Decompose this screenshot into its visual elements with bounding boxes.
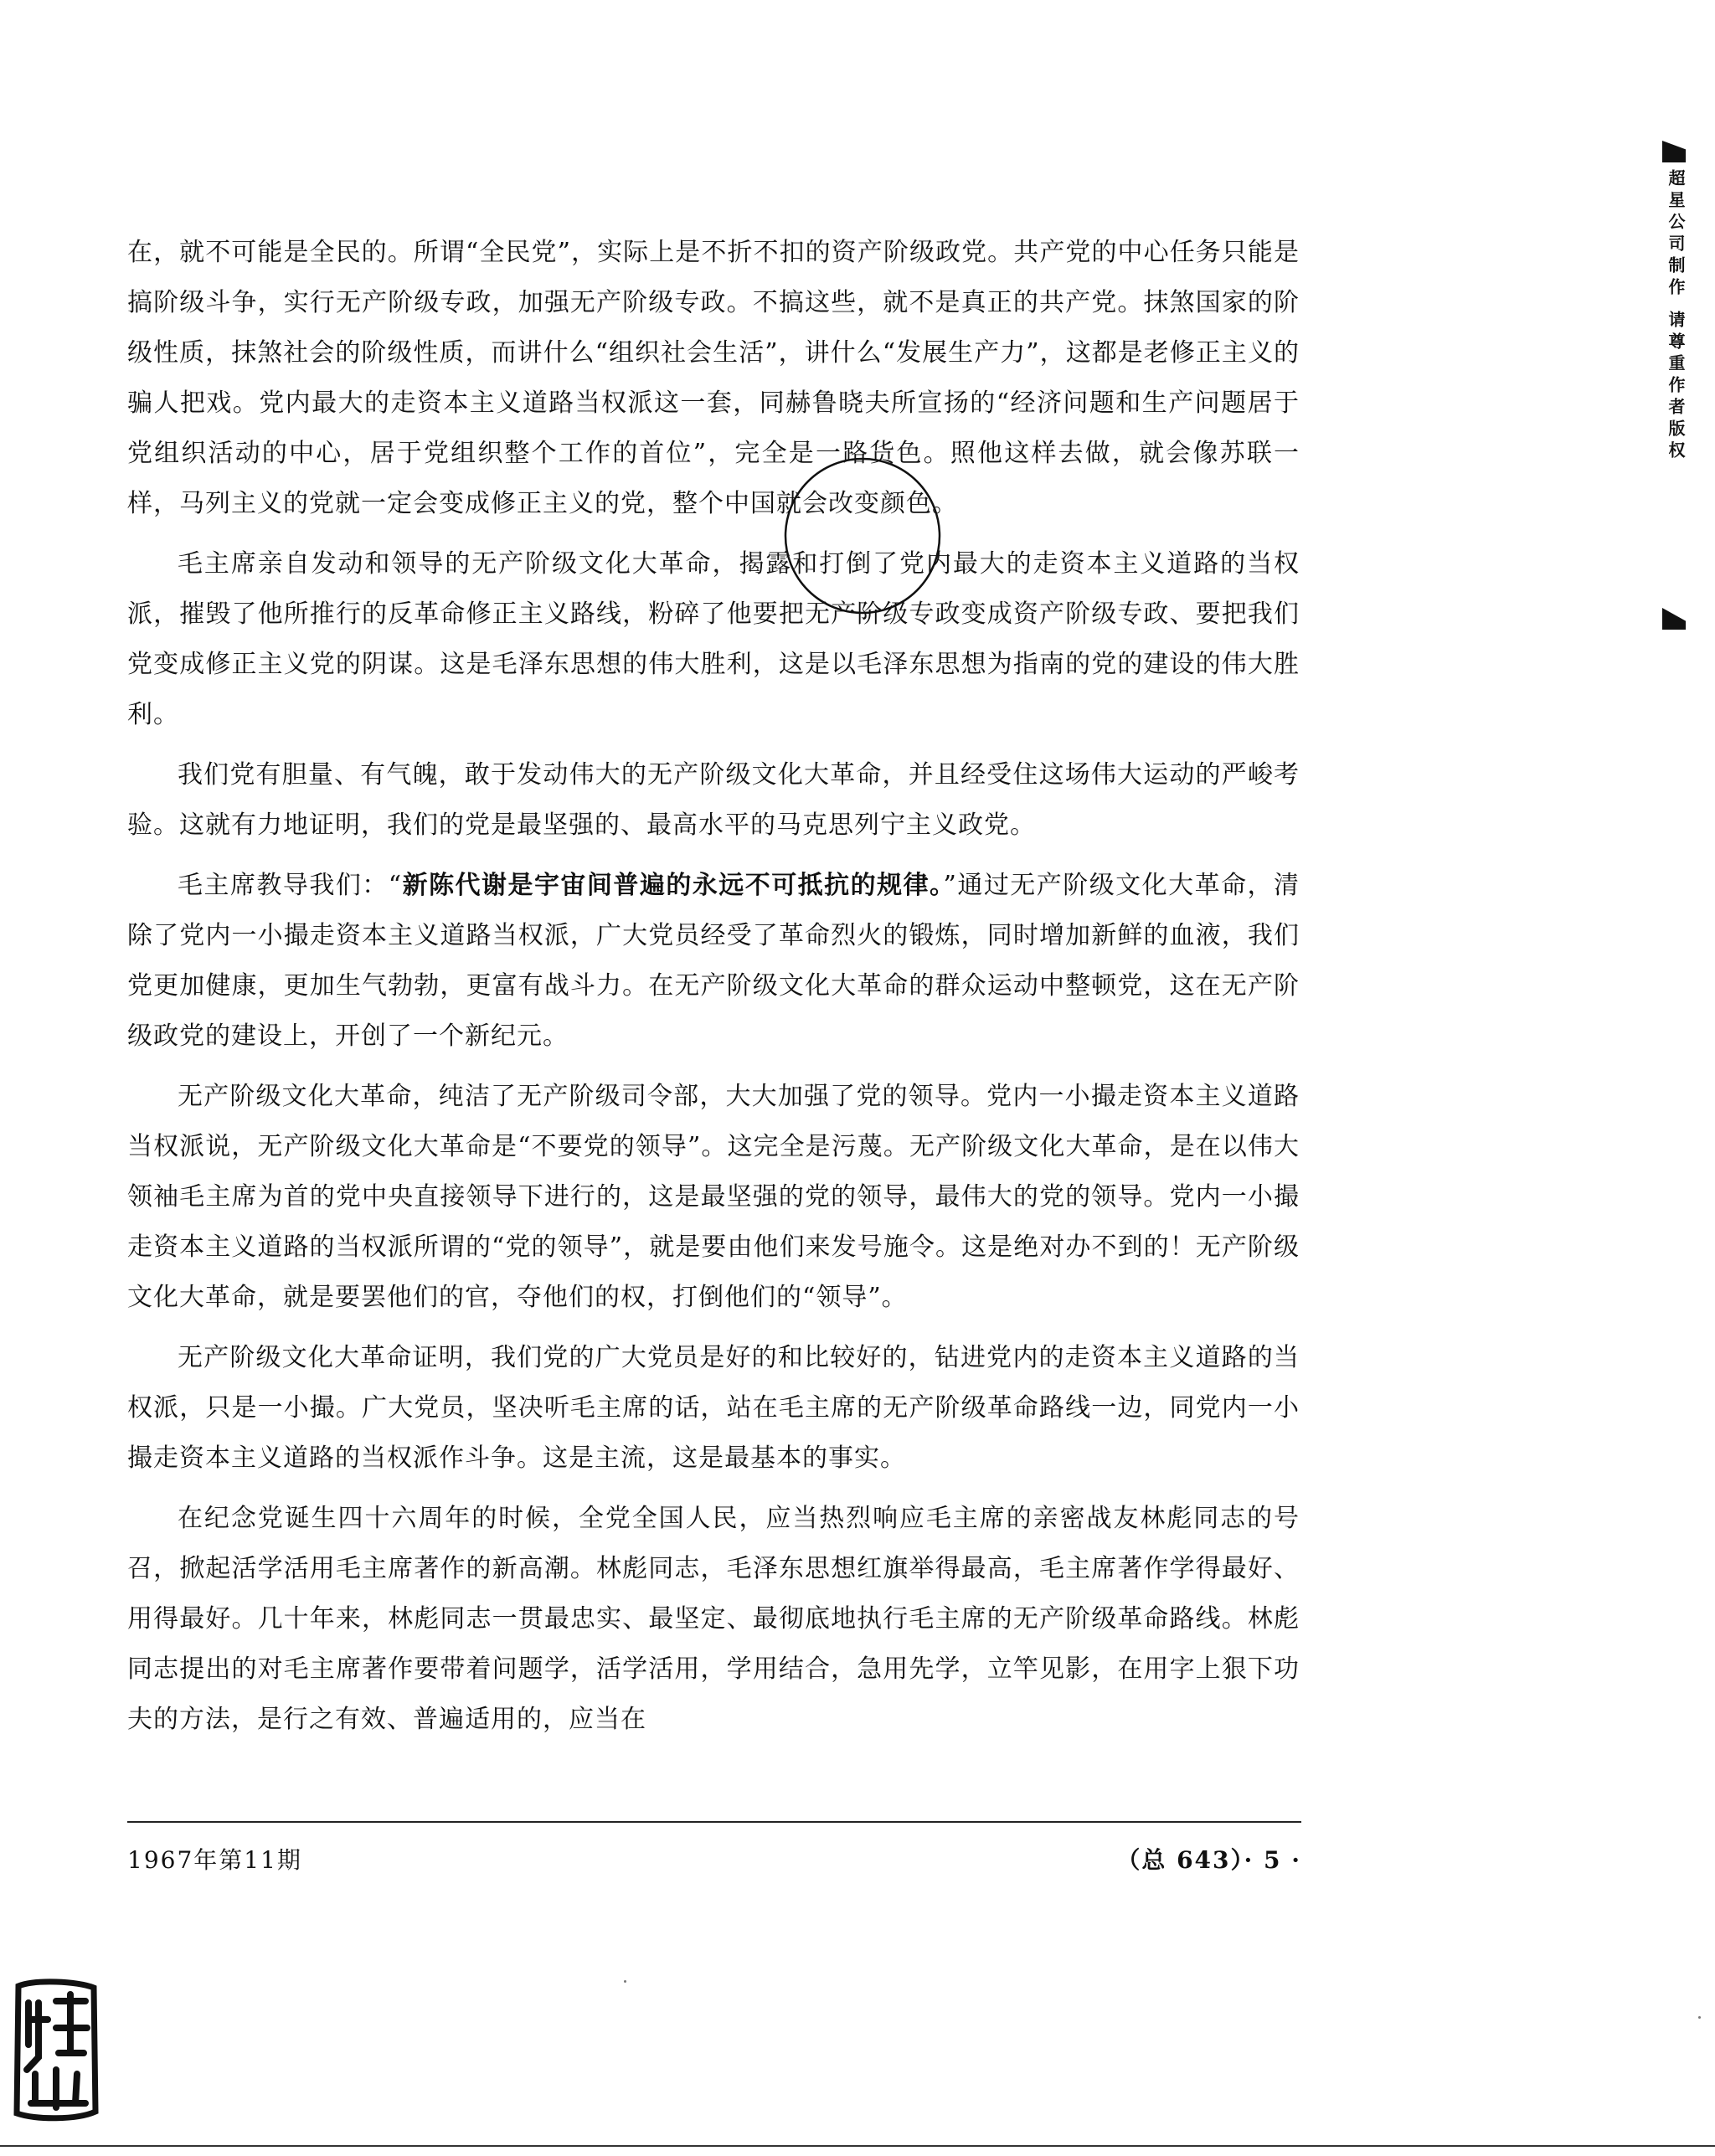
- footer-rule: [127, 1821, 1301, 1823]
- page-number: （总 643）· 5 ·: [1116, 1846, 1301, 1874]
- paragraph-6: 无产阶级文化大革命证明，我们党的广大党员是好的和比较好的，钻进党内的走资本主义道路的当权派，只是一小撮。广大党员，坚决听毛主席的话，站在毛主席的无产阶级革命路线一边，同党内一小撮走资本主义道路的当权派作斗争。这是主流，这是最基本的事实。: [127, 1343, 1300, 1473]
- cursor-circle-icon: [783, 456, 942, 615]
- bold-quote: 新陈代谢是宇宙间普遍的永远不可抵抗的规律。: [402, 871, 944, 900]
- paragraph-7: 在纪念党诞生四十六周年的时候，全党全国人民，应当热烈响应毛主席的亲密战友林彪同志的号召，掀起活学活用毛主席著作的新高潮。林彪同志，毛泽东思想红旗举得最高，毛主席著作学得最好、用得最好。几十年来，林彪同志一贯最忠实、最坚定、最彻底地执行毛主席的无产阶级革命路线。林彪同志提出的对毛主席著作要带着问题学，活学活用，学用结合，急用先学，立竿见影，在用字上狠下功夫的方法，是行之有效、普遍适用的，应当在: [127, 1504, 1300, 1734]
- paragraph-3: 我们党有胆量、有气魄，敢于发动伟大的无产阶级文化大革命，并且经受住这场伟大运动的严峻考验。这就有力地证明，我们的党是最坚强的、最高水平的马克思列宁主义政党。: [127, 760, 1300, 840]
- paragraph-4: [127, 861, 1300, 1062]
- paragraph-1: 在，就不可能是全民的。所谓“全民党”，实际上是不折不扣的资产阶级政党。共产党的中心任务只能是搞阶级斗争，实行无产阶级专政，加强无产阶级专政。不搞这些，就不是真正的共产党。抹煞国家的阶级性质，抹煞社会的阶级性质，而讲什么“组织社会生活”，讲什么“发展生产力”，这都是老修正主义的骗人把戏。党内最大的走资本主义道路当权派这一套，同赫鲁晓夫所宣扬的“经济问题和生产问题居于党组织活动的中心，居于党组织整个工作的首位”，完全是一路货色。照他这样去做，就会像苏联一样，马列主义的党就一定会变成修正主义的党，整个中国就会改变颜色。: [127, 238, 1300, 518]
- scan-speck: [624, 1980, 626, 1983]
- quote-continuation: ”通过无产阶级文化大革命，清除了党内一小撮走资本主义道路当权派，广大党员经受了革命烈火的锻炼，同时增加新鲜的血液，我们党更加健康，更加生气勃勃，更富有战斗力。在无产阶级文化大革命的群众运动中整顿党，这在无产阶级政党的建设上，开创了一个新纪元。: [127, 871, 1300, 1051]
- paragraph-5: 无产阶级文化大革命，纯洁了无产阶级司令部，大大加强了党的领导。党内一小撮走资本主义道路当权派说，无产阶级文化大革命是“不要党的领导”。这完全是污蔑。无产阶级文化大革命，是在以伟大领袖毛主席为首的党中央直接领导下进行的，这是最坚强的党的领导，最伟大的党的领导。党内一小撮走资本主义道路的当权派所谓的“党的领导”，就是要由他们来发号施令。这是绝对办不到的！无产阶级文化大革命，就是要罢他们的官，夺他们的权，打倒他们的“领导”。: [127, 1082, 1300, 1312]
- seal-logo: [10, 1978, 102, 2124]
- quote-intro: 毛主席教导我们：“: [178, 871, 403, 900]
- watermark-text: 超星公司制作 请尊重作者版权: [1666, 169, 1686, 463]
- scan-speck: [1698, 2016, 1701, 2019]
- article-body: [127, 228, 1300, 1755]
- banner-bar-top: [1662, 141, 1686, 162]
- issue-label: 1967年第11期: [127, 1846, 302, 1874]
- banner-bar-bottom: [1662, 608, 1686, 630]
- watermark-banner: [1662, 141, 1687, 630]
- paragraph-2: 毛主席亲自发动和领导的无产阶级文化大革命，揭露和打倒了党内最大的走资本主义道路的当权派，摧毁了他所推行的反革命修正主义路线，粉碎了他要把无产阶级专政变成资产阶级专政、要把我们党变成修正主义党的阴谋。这是毛泽东思想的伟大胜利，这是以毛泽东思想为指南的党的建设的伟大胜利。: [127, 549, 1300, 729]
- scan-edge-line: [0, 2145, 1715, 2147]
